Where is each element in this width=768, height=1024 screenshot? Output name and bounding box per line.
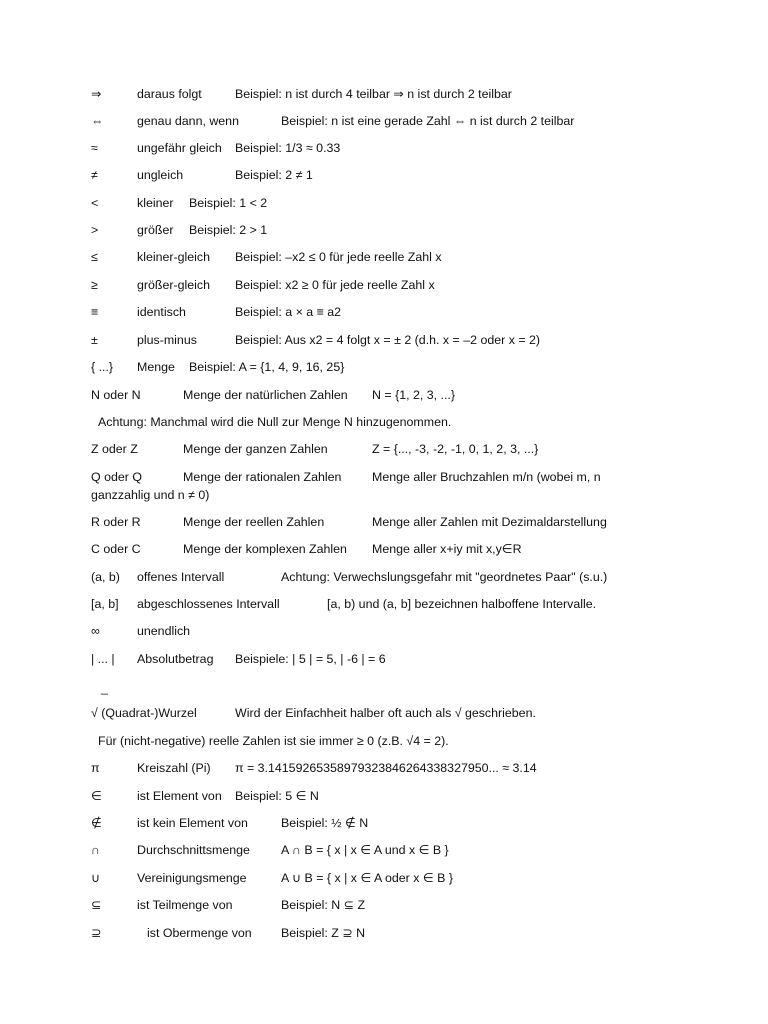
note-naturals: Achtung: Manchmal wird die Null zur Menge N hinzugenommen. — [98, 415, 452, 429]
meaning-integers: Menge der ganzen Zahlen — [183, 442, 328, 456]
example-rationals-continued: ganzzahlig und n ≠ 0) — [91, 488, 210, 502]
example-element: Beispiel: 5 ∈ N — [235, 789, 319, 803]
symbol-naturals: N oder N — [91, 388, 141, 402]
meaning-reals: Menge der reellen Zahlen — [183, 515, 325, 529]
meaning-element: ist Element von — [137, 789, 222, 803]
meaning-pi: Kreiszahl (Pi) — [137, 761, 211, 775]
example-intersection: A ∩ B = { x | x ∈ A und x ∈ B } — [281, 843, 449, 857]
example-reals: Menge aller Zahlen mit Dezimaldarstellung — [372, 515, 607, 529]
symbol-rationals: Q oder Q — [91, 470, 142, 484]
meaning-less: kleiner — [137, 196, 174, 210]
example-subset: Beispiel: N ⊆ Z — [281, 898, 366, 912]
symbol-not-element: ∉ — [91, 816, 102, 830]
symbol-intersection: ∩ — [91, 843, 100, 857]
meaning-greater: größer — [137, 223, 174, 237]
meaning-absolute-value: Absolutbetrag — [137, 652, 214, 666]
symbol-union: ∪ — [91, 871, 101, 885]
symbol-equivalent: ⇔ — [91, 114, 104, 128]
example-complex: Menge aller x+iy mit x,y∈R — [372, 542, 522, 556]
example-le: Beispiel: –x2 ≤ 0 für jede reelle Zahl x — [235, 250, 442, 264]
example-notequal: Beispiel: 2 ≠ 1 — [235, 168, 313, 182]
symbol-identical: ≡ — [91, 305, 99, 319]
example-union: A ∪ B = { x | x ∈ A oder x ∈ B } — [281, 871, 453, 885]
note-sqrt: Für (nicht-negative) reelle Zahlen ist sie immer ≥ 0 (z.B. √4 = 2). — [98, 734, 449, 748]
symbol-less: < — [91, 196, 99, 210]
example-set: Beispiel: A = {1, 4, 9, 16, 25} — [189, 360, 345, 374]
symbol-superset: ⊇ — [91, 926, 102, 940]
example-less: Beispiel: 1 < 2 — [189, 196, 268, 210]
example-open-interval: Achtung: Verwechslungsgefahr mit "geordnetes Paar" (s.u.) — [281, 570, 608, 584]
symbol-greater: > — [91, 223, 99, 237]
example-implies: Beispiel: n ist durch 4 teilbar ⇒ n ist durch 2 teilbar — [235, 87, 512, 101]
meaning-implies: daraus folgt — [137, 87, 202, 101]
meaning-ge: größer-gleich — [137, 278, 210, 292]
example-ge: Beispiel: x2 ≥ 0 für jede reelle Zahl x — [235, 278, 435, 292]
meaning-subset: ist Teilmenge von — [137, 898, 233, 912]
meaning-not-element: ist kein Element von — [137, 816, 248, 830]
meaning-notequal: ungleich — [137, 168, 184, 182]
meaning-approx: ungefähr gleich — [137, 141, 222, 155]
meaning-identical: identisch — [137, 305, 186, 319]
example-integers: Z = {..., -3, -2, -1, 0, 1, 2, 3, ...} — [372, 442, 539, 456]
example-pi: π = 3.14159265358979323846264338327950... ≈ 3.14 — [235, 761, 537, 775]
symbol-sqrt: √ (Quadrat-)Wurzel — [91, 706, 197, 720]
example-rationals: Menge aller Bruchzahlen m/n (wobei m, n — [372, 470, 601, 484]
symbol-notequal: ≠ — [91, 168, 98, 182]
example-greater: Beispiel: 2 > 1 — [189, 223, 268, 237]
symbol-implies: ⇒ — [91, 87, 102, 101]
example-plusminus: Beispiel: Aus x2 = 4 folgt x = ± 2 (d.h. x = –2 oder x = 2) — [235, 333, 541, 347]
meaning-infinity: unendlich — [137, 624, 191, 638]
symbol-reals: R oder R — [91, 515, 141, 529]
meaning-plusminus: plus-minus — [137, 333, 197, 347]
meaning-open-interval: offenes Intervall — [137, 570, 225, 584]
example-sqrt: Wird der Einfachheit halber oft auch als √ geschrieben. — [235, 706, 536, 720]
meaning-naturals: Menge der natürlichen Zahlen — [183, 388, 348, 402]
symbol-element: ∈ — [91, 789, 102, 803]
example-not-element: Beispiel: ½ ∉ N — [281, 816, 369, 830]
example-equivalent: Beispiel: n ist eine gerade Zahl ⇔ n ist durch 2 teilbar — [281, 114, 575, 128]
meaning-closed-interval: abgeschlossenes Intervall — [137, 597, 280, 611]
meaning-complex: Menge der komplexen Zahlen — [183, 542, 347, 556]
meaning-superset: ist Obermenge von — [147, 926, 252, 940]
symbol-le: ≤ — [91, 250, 98, 264]
symbol-open-interval: (a, b) — [91, 570, 120, 584]
example-closed-interval: [a, b) und (a, b] bezeichnen halboffene Intervalle. — [327, 597, 597, 611]
meaning-le: kleiner-gleich — [137, 250, 211, 264]
example-approx: Beispiel: 1/3 ≈ 0.33 — [235, 141, 341, 155]
symbol-approx: ≈ — [91, 141, 98, 155]
meaning-intersection: Durchschnittsmenge — [137, 843, 250, 857]
symbol-complex: C oder C — [91, 542, 141, 556]
example-naturals: N = {1, 2, 3, ...} — [372, 388, 456, 402]
example-superset: Beispiel: Z ⊇ N — [281, 926, 366, 940]
symbol-absolute-value: | ... | — [91, 652, 115, 666]
meaning-equivalent: genau dann, wenn — [137, 114, 239, 128]
symbol-plusminus: ± — [91, 333, 98, 347]
meaning-set: Menge — [137, 360, 175, 374]
example-identical: Beispiel: a × a ≡ a2 — [235, 305, 342, 319]
overbar-mark: _ — [101, 681, 108, 695]
meaning-union: Vereinigungsmenge — [137, 871, 247, 885]
symbol-pi: π — [91, 761, 100, 775]
symbol-set: { ...} — [91, 360, 114, 374]
symbol-closed-interval: [a, b] — [91, 597, 119, 611]
meaning-rationals: Menge der rationalen Zahlen — [183, 470, 342, 484]
symbol-integers: Z oder Z — [91, 442, 138, 456]
symbol-infinity: ∞ — [91, 624, 100, 638]
symbol-subset: ⊆ — [91, 898, 102, 912]
symbol-ge: ≥ — [91, 278, 98, 292]
example-absolute-value: Beispiele: | 5 | = 5, | -6 | = 6 — [235, 652, 386, 666]
